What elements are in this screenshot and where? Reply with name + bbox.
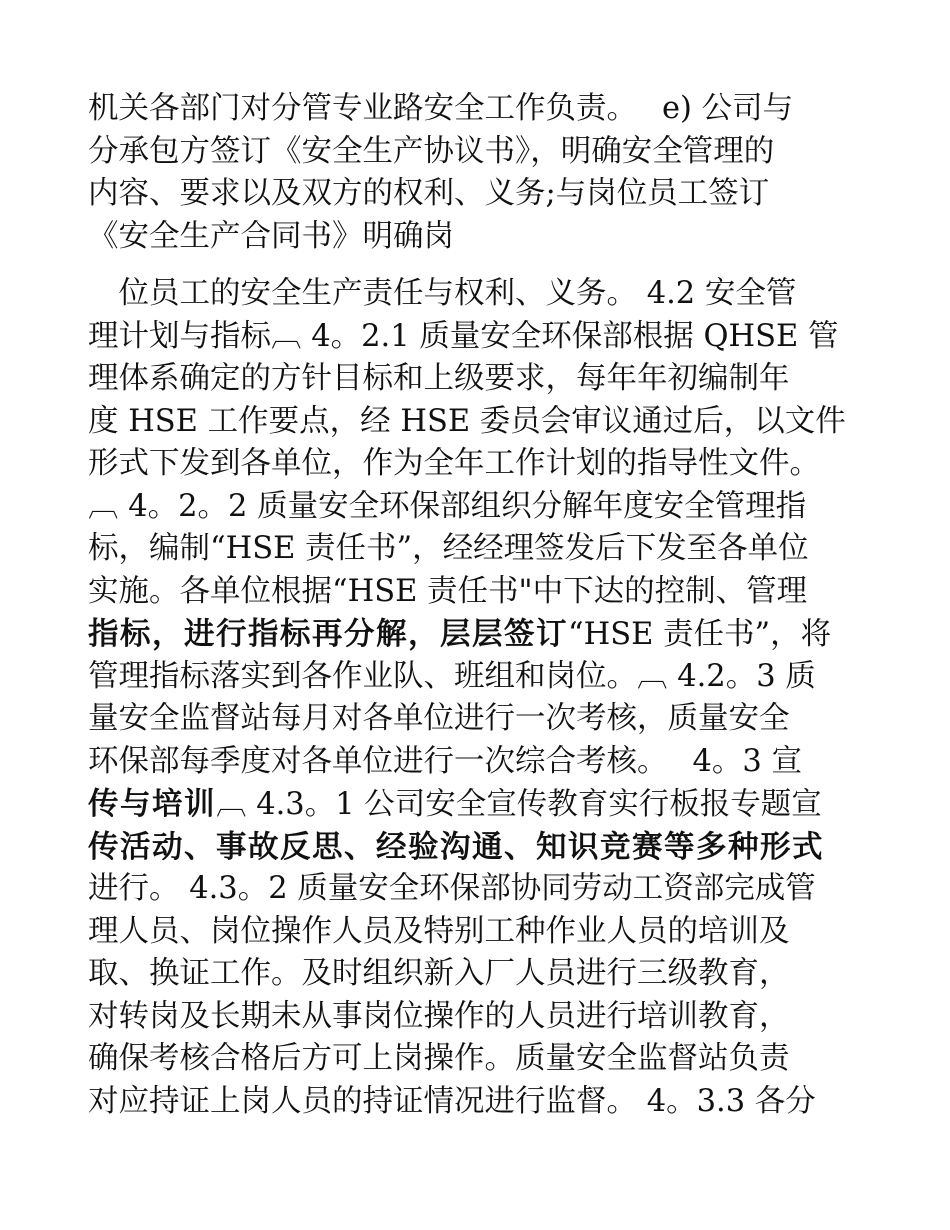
paragraph-gap: [88, 258, 868, 273]
text-line: 位员工的安全生产责任与权利、义务。 4.2 安全管: [88, 276, 797, 311]
document-page: [88, 88, 868, 1123]
paragraph-1: [88, 88, 868, 258]
text-line-bold: [88, 826, 868, 869]
text-segment: “HSE 责任书”，将: [568, 617, 832, 652]
text-line: 《安全生产合同书》明确岗: [88, 218, 454, 254]
text-line: 实施。各单位根据“HSE 责任书"中下达的控制、管理: [88, 573, 808, 609]
text-line: 对转岗及长期未从事岗位操作的人员进行培训教育，: [88, 998, 790, 1034]
text-segment: ︹ 4.3。1 公司安全宣传教育实行板报专题宣: [216, 787, 822, 822]
text-line: ︹ 4。2。2 质量安全环保部组织分解年度安全管理指: [88, 488, 807, 524]
text-line: 标，编制“HSE 责任书”，经经理签发后下发至各单位: [88, 531, 809, 566]
text-line: 机关各部门对分管专业路安全工作负责。 e) 公司与: [88, 91, 794, 126]
text-line: 度 HSE 工作要点，经 HSE 委员会审议通过后，以文件: [88, 403, 846, 439]
text-line: 管理指标落实到各作业队、班组和岗位。︹ 4.2。3 质: [88, 658, 816, 694]
text-line: 对应持证上岗人员的持证情况进行监督。 4。3.3 各分: [88, 1083, 816, 1119]
text-line: 理计划与指标︹ 4。2.1 质量安全环保部根据 QHSE 管: [88, 318, 839, 354]
bold-text: 传活动、事故反思、经验沟通、知识竞赛等多种形式: [88, 828, 824, 865]
text-line: 形式下发到各单位，作为全年工作计划的指导性文件。: [88, 446, 820, 481]
text-line: 进行。 4.3。2 质量安全环保部协同劳动工资部完成管: [88, 871, 816, 906]
text-line: 确保考核合格后方可上岗操作。质量安全监督站负责: [88, 1041, 790, 1076]
text-line-mixed: [88, 783, 868, 826]
text-line: 理体系确定的方针目标和上级要求，每年年初编制年: [88, 361, 790, 396]
text-line: 环保部每季度对各单位进行一次综合考核。 4。3 宣: [88, 743, 802, 779]
bold-text: 指标，进行指标再分解，层层签订: [88, 616, 568, 652]
text-line: 理人员、岗位操作人员及特别工种作业人员的培训及: [88, 913, 790, 949]
text-line: 分承包方签订《安全生产协议书》，明确安全管理的: [88, 133, 775, 169]
text-line: 量安全监督站每月对各单位进行一次考核，质量安全: [88, 701, 790, 736]
text-line: 内容、要求以及双方的权利、义务;与岗位员工签订: [88, 176, 770, 211]
paragraph-2: [88, 273, 868, 1123]
text-line: 取、换证工作。及时组织新入厂人员进行三级教育，: [88, 956, 790, 991]
text-line-mixed: [88, 613, 868, 656]
bold-text: 传与培训: [88, 786, 216, 822]
